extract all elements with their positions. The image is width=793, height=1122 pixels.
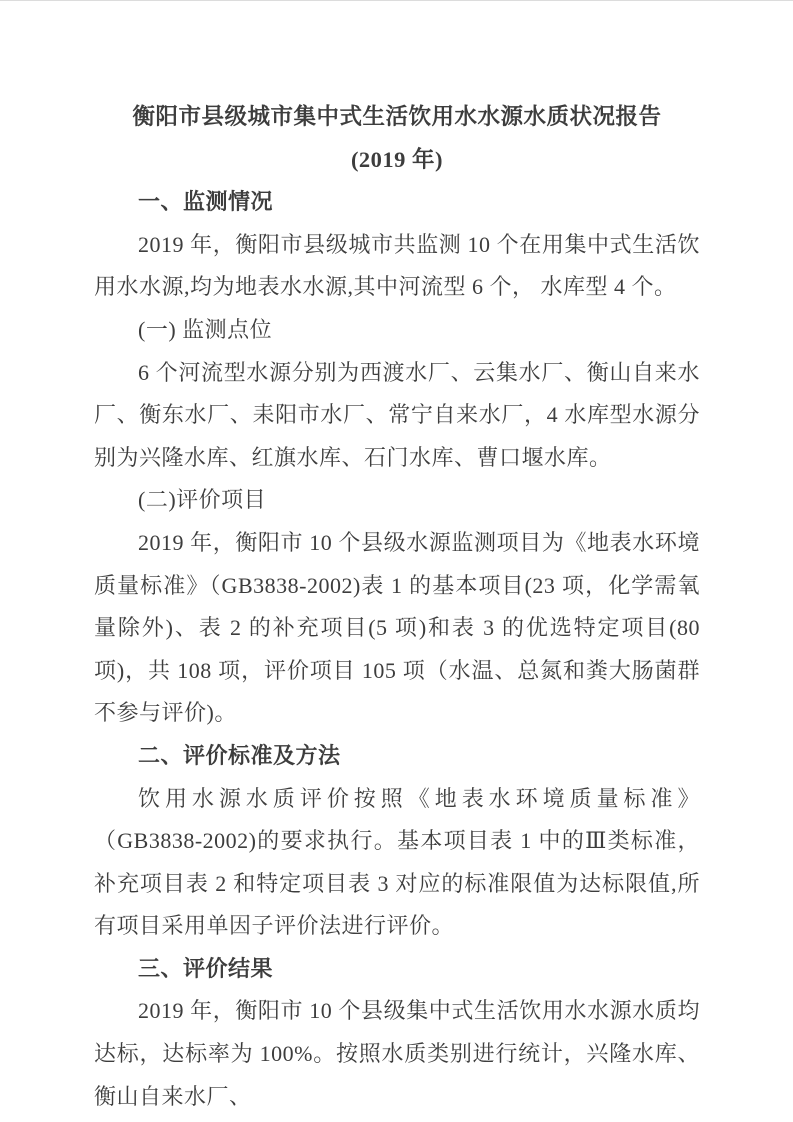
paragraph-evaluation-items: 2019 年，衡阳市 10 个县级水源监测项目为《地表水环境质量标准》（GB3838-2002)表 1 的基本项目(23 项，化学需氧量除外)、表 2 的补充项目(5 项)和表 3 的优选特定项目(80 项)，共 108 项，评价项目 105 项（水温、总氮和粪大肠菌群不参与评价)。 bbox=[94, 529, 700, 726]
report-title: 衡阳市县级城市集中式生活饮用水水源水质状况报告 bbox=[132, 104, 662, 129]
subsection-heading-evaluation-items: (二)评价项目 bbox=[138, 487, 267, 513]
section-heading-monitoring: 一、监测情况 bbox=[138, 189, 274, 215]
paragraph-monitoring-points: 6 个河流型水源分别为西渡水厂、云集水厂、衡山自来水厂、衡东水厂、耒阳市水厂、常宁自来水厂，4 水库型水源分别为兴隆水库、红旗水库、石门水库、曹口堰水库。 bbox=[94, 359, 700, 470]
report-year: (2019 年) bbox=[350, 146, 444, 172]
document-body bbox=[94, 96, 700, 1118]
subsection-heading-monitoring-points: (一) 监测点位 bbox=[138, 316, 273, 342]
paragraph-monitoring-overview: 2019 年，衡阳市县级城市共监测 10 个在用集中式生活饮用水水源,均为地表水水源,其中河流型 6 个， 水库型 4 个。 bbox=[94, 231, 700, 300]
section-heading-standards-methods: 二、评价标准及方法 bbox=[138, 742, 341, 768]
paragraph-results: 2019 年，衡阳市 10 个县级集中式生活饮用水水源水质均达标，达标率为 100%。按照水质类别进行统计，兴隆水库、衡山自来水厂、 bbox=[94, 998, 700, 1109]
paragraph-standards-methods: 饮用水源水质评价按照《地表水环境质量标准》（GB3838-2002)的要求执行。基本项目表 1 中的Ⅲ类标准，补充项目表 2 和特定项目表 3 对应的标准限值为达标限值,所有项目采用单因子评价法进行评价。 bbox=[94, 785, 700, 939]
section-heading-results: 三、评价结果 bbox=[138, 955, 274, 981]
